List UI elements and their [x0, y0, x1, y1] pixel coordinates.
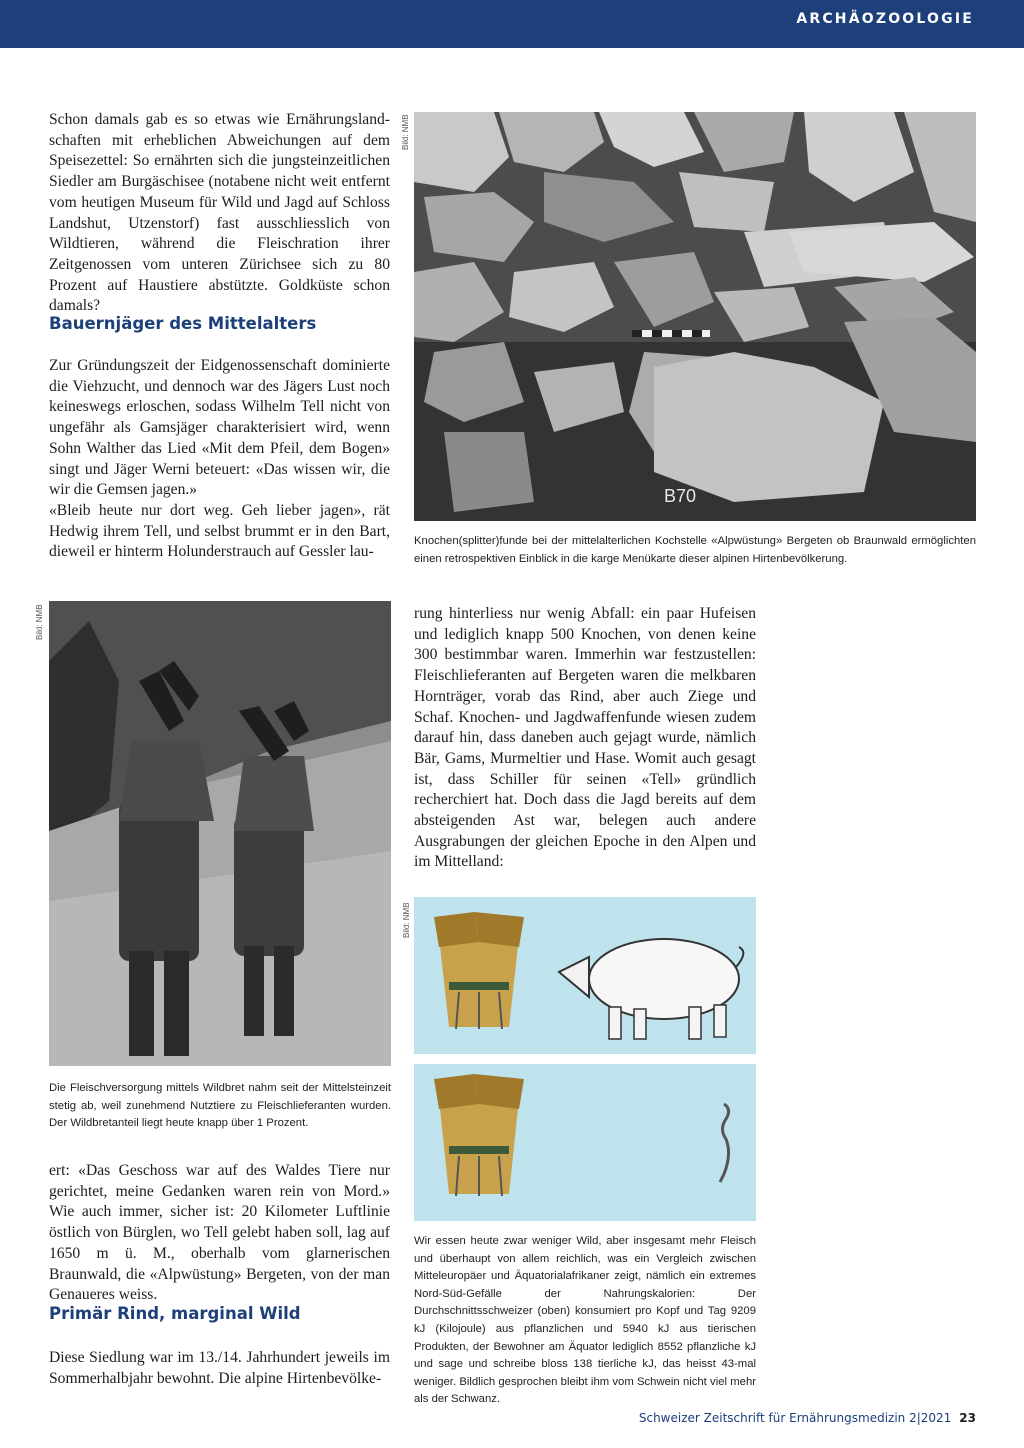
paragraph: Diese Siedlung war im 13./14. Jahrhundert jeweils im Sommerhalbjahr bewohnt. Die alpine Hirtenbevölke-	[49, 1349, 390, 1387]
body-text-intro	[49, 110, 390, 317]
paragraph: «Bleib heute nur dort weg. Geh lieber jagen», rät Hedwig ihrem Tell, und selbst brummt er in den Bart, dieweil er hinterm Holunderstrauch auf Gessler lau-	[49, 501, 390, 561]
paragraph: Zur Gründungszeit der Eidgenossenschaft dominierte die Viehzucht, und dennoch war des Jägers Lust noch keineswegs erloschen, sodass Wilhelm Tell nicht von ungefähr als Gamsjäger charakterisiert wird, wenn Sohn Walther das Lied «Mit dem Pfeil, dem Bogen» singt und Jäger Werni beteuert: «Das wissen wir, die wir die Gemsen jagen.»	[49, 357, 390, 499]
photo-credit: Bild: NMB	[401, 114, 410, 150]
hunters-photo	[49, 601, 391, 1066]
section-heading-2: Primär Rind, marginal Wild	[49, 1304, 301, 1323]
illustration-africa	[414, 1064, 756, 1221]
paragraph: ert: «Das Geschoss war auf des Waldes Tiere nur gerichtet, meine Gedanken waren rein von Mord.» Wie auch immer, sicher ist: 20 Kilometer Luftlinie östlich von Bürglen, wo Tell gelebt haben soll, lag auf 1650 m ü. M., oberhalb vom glarnerischen Braunwald, die «Alpwüstung» Bergeten, von der man Genaueres weiss.	[49, 1162, 390, 1304]
header-band	[0, 0, 1024, 48]
caption-hunters: Die Fleischversorgung mittels Wildbret nahm seit der Mittelsteinzeit stetig ab, weil zunehmend Nutztiere zu Fleischlieferanten wurden. Der Wildbretanteil liegt heute knapp über 1 Prozent.	[49, 1082, 391, 1130]
section-label: ARCHÄOZOOLOGIE	[796, 11, 974, 27]
body-text-right	[414, 604, 756, 873]
wheat-sheaf-icon	[434, 912, 524, 1029]
caption-illustration: Wir essen heute zwar weniger Wild, aber insgesamt mehr Fleisch und überhaupt von allem reichlich, was ein Vergleich zwischen Mitteleuropäer und Äquatorialafrikaner zeigt, nämlich ein extremes Nord-Süd-Gefälle der Nahrungskalorien: Der Durchschnittsschweizer (oben) konsumiert pro Kopf und Tag 9209 kJ (Kilojoule) aus pflanzlichen und 5940 kJ aus tierischen Produkten, der Bewohner am Äquator lediglich 8552 pflanzliche kJ und sage und schreibe bloss 138 tierliche kJ, das heisst 43-mal weniger. Bildlich gesprochen bleibt ihm vom Schwein nicht viel mehr als der Schwanz.	[414, 1235, 756, 1406]
illustration-europe	[414, 897, 756, 1054]
journal-title: Schweizer Zeitschrift für Ernährungsmedizin 2|2021	[638, 1411, 952, 1425]
body-text-end	[49, 1348, 390, 1389]
photo-credit: Bild: NMB	[35, 604, 44, 640]
body-text-bottom	[49, 1161, 390, 1306]
paragraph: rung hinterliess nur wenig Abfall: ein paar Hufeisen und lediglich knapp 500 Knochen, von denen keine 300 bestimmbar waren. Immerhin war festzustellen: Fleischlieferanten auf Bergeten waren die melkbaren Hornträger, vorab das Rind, aber auch Ziege und Schaf. Knochen- und Jagdwaffenfunde wiesen zudem darauf hin, dass daneben auch gejagt wurde, nämlich Bär, Gams, Murmeltier und Hase. Womit auch gesagt ist, dass Schiller für seinen «Tell» gründlich recherchiert hat. Doch dass die Jagd bereits auf dem absteigenden Ast war, belegen auch andere Ausgrabungen der gleichen Epoche in den Alpen und im Mittelland:	[414, 605, 756, 871]
paragraph: Schon damals gab es so etwas wie Ernährungsland-schaften mit erheblichen Abweichungen auf dem Speisezettel: So ernährten sich die jungsteinzeitlichen Siedler am Burgäschisee (notabene nicht weit entfernt vom heutigen Museum für Wild und Jagd auf Schloss Landshut, Utzenstorf) fast ausschliesslich von Wildtieren, während die Fleischration ihrer Zeitgenossen vom unteren Zürichsee sich zu 80 Prozent auf Haustiere abstützte. Goldküste schon damals?	[49, 111, 390, 315]
rocks-photo	[414, 112, 976, 521]
section-heading-1: Bauernjäger des Mittelalters	[49, 314, 317, 333]
caption-rocks: Knochen(splitter)funde bei der mittelalterlichen Kochstelle «Alpwüstung» Bergeten ob Braunwald ermöglichten einen retrospektiven Einblick in die karge Menükarte dieser alpinen Hirtenbevölkerung.	[414, 535, 976, 565]
wheat-sheaf-icon	[434, 1074, 524, 1196]
page-footer	[639, 1411, 976, 1425]
illustration-credit: Bild: NMB	[402, 902, 411, 938]
body-text-middle	[49, 356, 390, 563]
stone-label: B70	[664, 486, 697, 506]
page-number: 23	[959, 1411, 976, 1425]
